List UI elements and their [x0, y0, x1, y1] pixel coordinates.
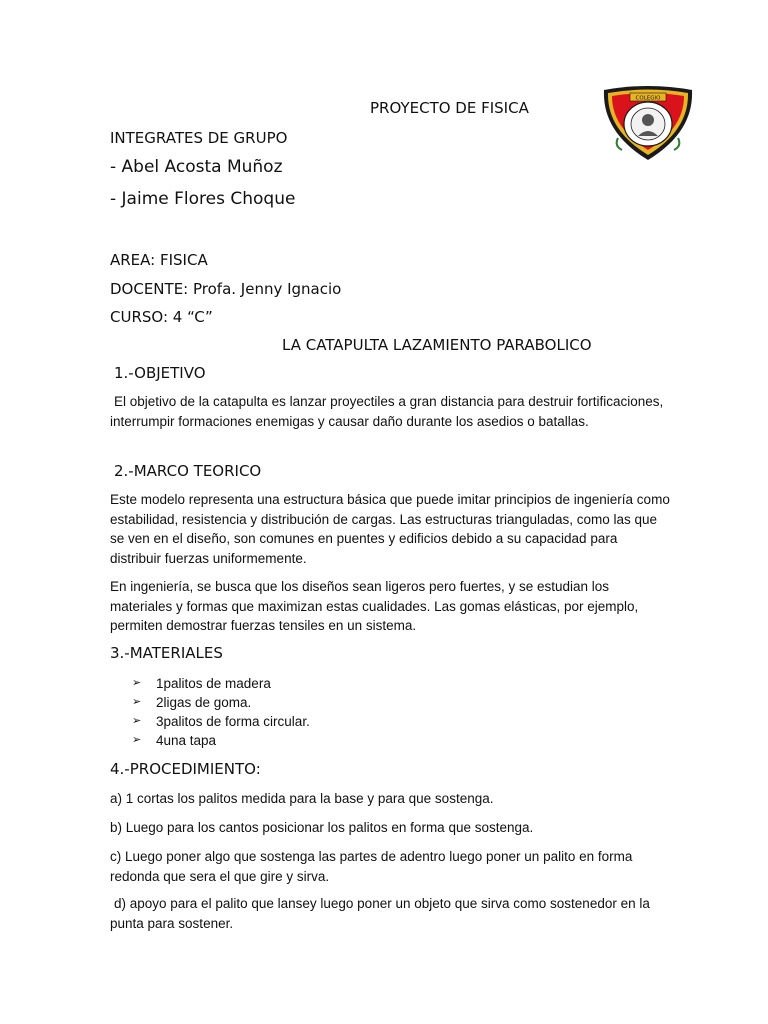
- member-name: - Abel Acosta Muñoz: [110, 157, 283, 177]
- document-title: PROYECTO DE FISICA: [370, 99, 529, 117]
- objetivo-paragraph: El objetivo de la catapulta es lanzar proyectiles a gran distancia para destruir fortificaciones, interrumpir formaciones enemigas y causar daño durante los asedios o batallas.: [110, 394, 664, 429]
- curso-line: CURSO: 4 “C”: [110, 308, 213, 326]
- procedure-step: a) 1 cortas los palitos medida para la base y para que sostenga.: [110, 791, 494, 806]
- section-heading-procedimiento: 4.-PROCEDIMIENTO:: [110, 760, 261, 778]
- marco-paragraph: En ingeniería, se busca que los diseños sean ligeros pero fuertes, y se estudian los materiales y formas que maximizan estas cualidades. Las gomas elásticas, por ejemplo, permiten demostrar fuerzas tensiles en un sistema.: [110, 579, 639, 633]
- section-heading-objetivo: 1.-OBJETIVO: [114, 364, 206, 382]
- section-heading-materiales: 3.-MATERIALES: [110, 644, 223, 662]
- list-item: ➢ 2ligas de goma.: [132, 695, 252, 710]
- list-item: ➢ 1palitos de madera: [132, 676, 271, 691]
- section-heading-marco: 2.-MARCO TEORICO: [114, 462, 262, 480]
- procedure-step: c) Luego poner algo que sostenga las partes de adentro luego poner un palito en forma redonda que sera el que gire y sirva.: [110, 849, 633, 884]
- member-name: - Jaime Flores Choque: [110, 189, 296, 209]
- procedure-step: b) Luego para los cantos posicionar los palitos en forma que sostenga.: [110, 820, 534, 835]
- procedure-step: d) apoyo para el palito que lansey luego poner un objeto que sirva como sostenedor en la punta para sostener.: [110, 896, 650, 931]
- marco-paragraph: Este modelo representa una estructura básica que puede imitar principios de ingeniería como estabilidad, resistencia y distribución de cargas. Las estructuras trianguladas, como las que se ven en el diseño, son comunes en puentes y edificios debido a su capacidad para distribuir fuerzas uniformemente.: [110, 492, 670, 566]
- list-item: ➢ 3palitos de forma circular.: [132, 714, 310, 729]
- arrow-bullet-icon: ➢: [132, 715, 142, 727]
- project-subtitle: LA CATAPULTA LAZAMIENTO PARABOLICO: [282, 336, 592, 354]
- arrow-bullet-icon: ➢: [132, 734, 142, 746]
- area-line: AREA: FISICA: [110, 251, 208, 269]
- arrow-bullet-icon: ➢: [132, 696, 142, 708]
- svg-text:COLEGIO: COLEGIO: [635, 95, 661, 102]
- materials-list: [132, 674, 310, 750]
- school-crest-logo: [600, 80, 696, 164]
- list-item: ➢ 4una tapa: [132, 733, 217, 748]
- group-heading: INTEGRATES DE GRUPO: [110, 129, 288, 147]
- docente-line: DOCENTE: Profa. Jenny Ignacio: [110, 280, 342, 298]
- arrow-bullet-icon: ➢: [132, 677, 142, 689]
